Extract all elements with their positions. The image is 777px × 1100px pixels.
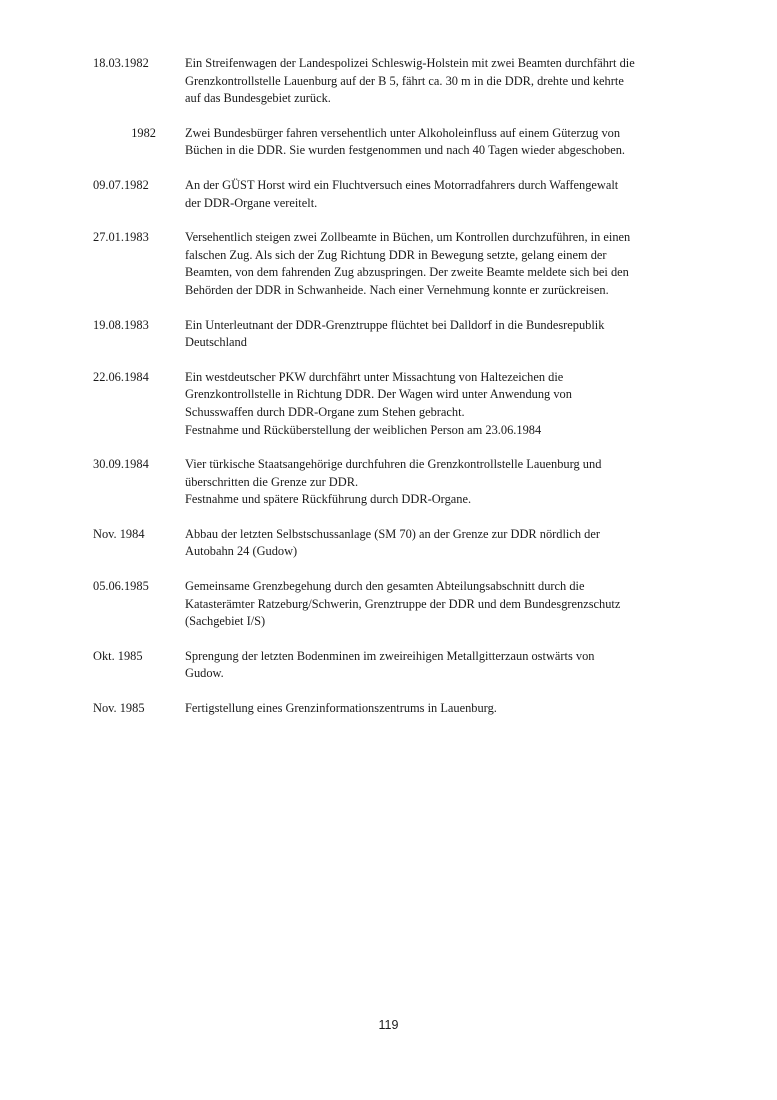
chronology-entry [93, 578, 693, 631]
entry-text: Ein Streifenwagen der Landespolizei Schleswig-Holstein mit zwei Beamten durchfährt die Grenzkontrollstelle Lauenburg auf der B 5, fährt ca. 30 m in die DDR, drehte und kehrte auf das Bundesgebiet zurück. [185, 56, 635, 106]
entry-date: 1982 [131, 125, 156, 140]
entry-text: Abbau der letzten Selbstschussanlage (SM 70) an der Grenze zur DDR nördlich der Autobahn 24 (Gudow) [185, 526, 600, 559]
chronology-entry [93, 229, 693, 299]
entry-text: An der GÜST Horst wird ein Fluchtversuch eines Motorradfahrers durch Waffengewalt der DDR-Organe vereitelt. [185, 177, 619, 210]
entry-date: 09.07.1982 [93, 177, 149, 192]
chronology-entry [93, 177, 693, 212]
entry-text: Versehentlich steigen zwei Zollbeamte in Büchen, um Kontrollen durchzuführen, in einen falschen Zug. Als sich der Zug Richtung DDR in Bewegung setzte, gelang einem der Beamten, von dem fahrenden Zug abzuspringen. Der zweite Beamte meldete sich bei den Behörden der DDR in Schwanheide. Nach einer Vernehmung konnte er zurückreisen. [185, 230, 631, 297]
entry-date: 05.06.1985 [93, 579, 149, 594]
chronology-entry [93, 125, 693, 160]
chronology-entry [93, 700, 693, 718]
entry-date: Okt. 1985 [93, 648, 143, 663]
entry-date: 27.01.1983 [93, 230, 149, 245]
entry-date: 18.03.1982 [93, 56, 149, 70]
entry-date: 19.08.1983 [93, 317, 149, 332]
entry-text: Sprengung der letzten Bodenminen im zweireihigen Metallgitterzaun ostwärts von Gudow. [185, 648, 595, 681]
chronology-entry [93, 369, 693, 439]
entry-text: Fertigstellung eines Grenzinformationszentrums in Lauenburg. [185, 701, 497, 716]
entry-text: Ein westdeutscher PKW durchfährt unter Missachtung von Haltezeichen die Grenzkontrollstelle in Richtung DDR. Der Wagen wird unter Anwendung von Schusswaffen durch DDR-Organe zum Stehen gebracht. Festnahme und Rücküberstellung der weiblichen Person am 23.06.1984 [185, 369, 572, 437]
chronology-list [93, 55, 693, 735]
entry-text: Gemeinsame Grenzbegehung durch den gesamten Abteilungsabschnitt durch die Katasterämter Ratzeburg/Schwerin, Grenztruppe der DDR und dem Bundesgrenzschutz (Sachgebiet I/S) [185, 579, 621, 629]
chronology-entry [93, 456, 693, 509]
chronology-entry [93, 55, 693, 108]
chronology-entry [93, 526, 693, 561]
entry-text: Vier türkische Staatsangehörige durchfuhren die Grenzkontrollstelle Lauenburg und überschritten die Grenze zur DDR. Festnahme und spätere Rückführung durch DDR-Organe. [185, 457, 602, 507]
entry-date: Nov. 1985 [93, 701, 145, 716]
entry-date: Nov. 1984 [93, 526, 145, 541]
chronology-entry [93, 648, 693, 683]
chronology-entry [93, 317, 693, 352]
entry-text: Ein Unterleutnant der DDR-Grenztruppe flüchtet bei Dalldorf in die Bundesrepublik Deutschland [185, 317, 605, 350]
page-number: 119 [378, 1018, 399, 1032]
entry-date: 22.06.1984 [93, 369, 149, 384]
entry-text: Zwei Bundesbürger fahren versehentlich unter Alkoholeinfluss auf einem Güterzug von Büchen in die DDR. Sie wurden festgenommen und nach 40 Tagen wieder abgeschoben. [185, 125, 626, 158]
entry-date: 30.09.1984 [93, 457, 149, 472]
